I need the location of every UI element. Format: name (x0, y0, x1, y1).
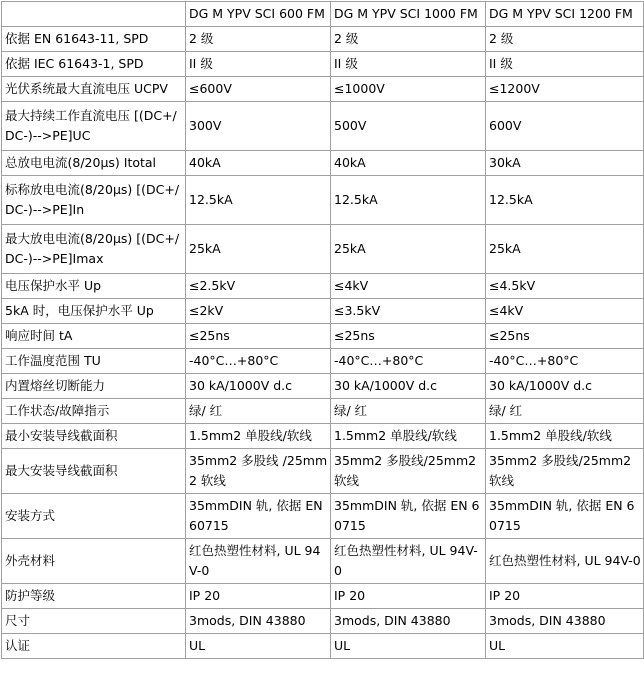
spec-label-cell: 光伏系统最大直流电压 UCPV (2, 77, 186, 102)
value-cell-1200: ≤4kV (486, 299, 644, 324)
value-cell-600: ≤2.5kV (186, 274, 331, 299)
spec-label-cell: 最大安装导线截面积 (2, 449, 186, 494)
table-row (2, 274, 644, 299)
table-row (2, 609, 644, 634)
value-cell-1200: 35mmDIN 轨, 依据 EN 60715 (486, 494, 644, 539)
value-cell-1200: ≤4.5kV (486, 274, 644, 299)
table-row (2, 27, 644, 52)
value-cell-1200: 3mods, DIN 43880 (486, 609, 644, 634)
value-cell-600: 绿/ 红 (186, 399, 331, 424)
value-cell-1200: 绿/ 红 (486, 399, 644, 424)
spec-table (1, 1, 644, 659)
spec-label-cell: 认证 (2, 634, 186, 659)
value-cell-1200: IP 20 (486, 584, 644, 609)
header-cell-model-1000: DG M YPV SCI 1000 FM (331, 2, 486, 27)
table-row (2, 77, 644, 102)
value-cell-1000: 1.5mm2 单股线/软线 (331, 424, 486, 449)
spec-label-cell: 总放电电流(8/20μs) Itotal (2, 151, 186, 176)
value-cell-600: ≤2kV (186, 299, 331, 324)
table-row (2, 424, 644, 449)
value-cell-600: 12.5kA (186, 176, 331, 225)
table-row (2, 449, 644, 494)
value-cell-1000: 2 级 (331, 27, 486, 52)
value-cell-1000: II 级 (331, 52, 486, 77)
table-row (2, 634, 644, 659)
value-cell-1000: 红色热塑性材料, UL 94V-0 (331, 539, 486, 584)
header-cell-model-1200: DG M YPV SCI 1200 FM (486, 2, 644, 27)
spec-label-cell: 最大放电电流(8/20μs) [(DC+/DC-)-->PE]Imax (2, 225, 186, 274)
value-cell-600: IP 20 (186, 584, 331, 609)
value-cell-600: 25kA (186, 225, 331, 274)
table-row (2, 299, 644, 324)
spec-label-cell: 响应时间 tA (2, 324, 186, 349)
spec-label-cell: 5kA 时，电压保护水平 Up (2, 299, 186, 324)
spec-label-cell: 工作状态/故障指示 (2, 399, 186, 424)
value-cell-600: 红色热塑性材料, UL 94V-0 (186, 539, 331, 584)
spec-label-cell: 电压保护水平 Up (2, 274, 186, 299)
table-row (2, 399, 644, 424)
header-cell-model-600: DG M YPV SCI 600 FM (186, 2, 331, 27)
value-cell-1200: 红色热塑性材料, UL 94V-0 (486, 539, 644, 584)
spec-label-cell: 尺寸 (2, 609, 186, 634)
value-cell-1000: ≤1000V (331, 77, 486, 102)
value-cell-1000: 30 kA/1000V d.c (331, 374, 486, 399)
value-cell-1000: 3mods, DIN 43880 (331, 609, 486, 634)
value-cell-600: 2 级 (186, 27, 331, 52)
value-cell-1000: ≤25ns (331, 324, 486, 349)
value-cell-1000: 25kA (331, 225, 486, 274)
value-cell-1200: UL (486, 634, 644, 659)
table-row (2, 52, 644, 77)
value-cell-600: -40°C…+80°C (186, 349, 331, 374)
value-cell-1200: ≤25ns (486, 324, 644, 349)
value-cell-600: 300V (186, 102, 331, 151)
value-cell-600: 30 kA/1000V d.c (186, 374, 331, 399)
table-row (2, 349, 644, 374)
value-cell-1000: 40kA (331, 151, 486, 176)
value-cell-600: ≤600V (186, 77, 331, 102)
value-cell-1200: 35mm2 多股线/25mm2 软线 (486, 449, 644, 494)
value-cell-1000: 35mmDIN 轨, 依据 EN 60715 (331, 494, 486, 539)
value-cell-600: 3mods, DIN 43880 (186, 609, 331, 634)
value-cell-1000: ≤4kV (331, 274, 486, 299)
table-row (2, 584, 644, 609)
spec-table-body (2, 2, 644, 659)
value-cell-1000: 12.5kA (331, 176, 486, 225)
value-cell-1000: 500V (331, 102, 486, 151)
value-cell-1000: 35mm2 多股线/25mm2 软线 (331, 449, 486, 494)
value-cell-600: 1.5mm2 单股线/软线 (186, 424, 331, 449)
spec-label-cell: 防护等级 (2, 584, 186, 609)
table-row (2, 324, 644, 349)
value-cell-1200: 25kA (486, 225, 644, 274)
value-cell-600: 35mm2 多股线 /25mm2 软线 (186, 449, 331, 494)
table-row (2, 225, 644, 274)
spec-label-cell: 安装方式 (2, 494, 186, 539)
value-cell-600: 35mmDIN 轨, 依据 EN 60715 (186, 494, 331, 539)
value-cell-1200: 600V (486, 102, 644, 151)
table-row (2, 151, 644, 176)
value-cell-1000: 绿/ 红 (331, 399, 486, 424)
value-cell-1200: 30 kA/1000V d.c (486, 374, 644, 399)
value-cell-1200: -40°C…+80°C (486, 349, 644, 374)
value-cell-600: II 级 (186, 52, 331, 77)
value-cell-600: UL (186, 634, 331, 659)
value-cell-600: ≤25ns (186, 324, 331, 349)
spec-label-cell: 标称放电电流(8/20μs) [(DC+/DC-)-->PE]In (2, 176, 186, 225)
spec-label-cell: 最小安装导线截面积 (2, 424, 186, 449)
value-cell-600: 40kA (186, 151, 331, 176)
value-cell-1000: IP 20 (331, 584, 486, 609)
spec-label-cell: 外壳材料 (2, 539, 186, 584)
spec-label-cell: 最大持续工作直流电压 [(DC+/DC-)-->PE]UC (2, 102, 186, 151)
table-row (2, 494, 644, 539)
value-cell-1200: 30kA (486, 151, 644, 176)
value-cell-1200: 2 级 (486, 27, 644, 52)
table-row (2, 102, 644, 151)
table-row (2, 374, 644, 399)
header-row (2, 2, 644, 27)
value-cell-1200: II 级 (486, 52, 644, 77)
spec-label-cell: 依据 EN 61643-11, SPD (2, 27, 186, 52)
value-cell-1200: 1.5mm2 单股线/软线 (486, 424, 644, 449)
spec-label-cell: 依据 IEC 61643-1, SPD (2, 52, 186, 77)
value-cell-1000: ≤3.5kV (331, 299, 486, 324)
table-row (2, 539, 644, 584)
header-cell-empty (2, 2, 186, 27)
spec-label-cell: 工作温度范围 TU (2, 349, 186, 374)
spec-label-cell: 内置熔丝切断能力 (2, 374, 186, 399)
value-cell-1200: 12.5kA (486, 176, 644, 225)
table-row (2, 176, 644, 225)
value-cell-1000: UL (331, 634, 486, 659)
value-cell-1200: ≤1200V (486, 77, 644, 102)
value-cell-1000: -40°C…+80°C (331, 349, 486, 374)
